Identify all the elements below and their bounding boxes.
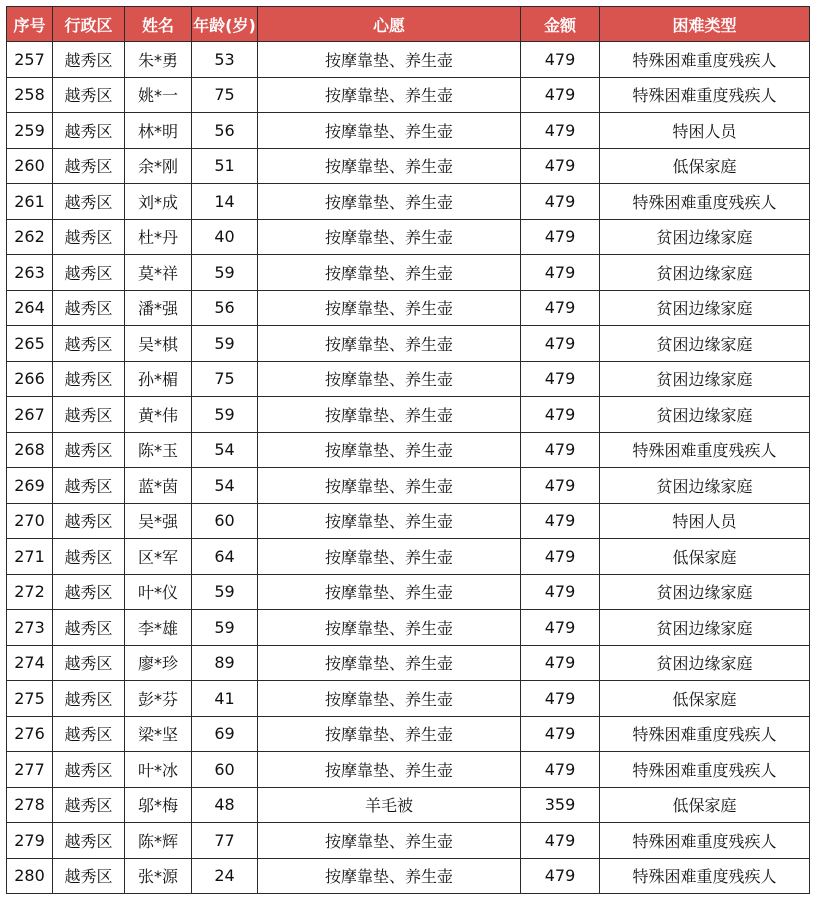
cell-amount: 479 (521, 752, 600, 788)
cell-wish: 按摩靠垫、养生壶 (258, 326, 521, 362)
cell-age: 60 (192, 752, 258, 788)
cell-hardship-type: 贫困边缘家庭 (600, 610, 810, 646)
table-row (7, 858, 810, 894)
table-row (7, 681, 810, 717)
cell-name: 蓝*茵 (125, 468, 192, 504)
cell-index: 258 (7, 77, 53, 113)
table-row (7, 148, 810, 184)
cell-wish: 按摩靠垫、养生壶 (258, 468, 521, 504)
cell-district: 越秀区 (53, 787, 125, 823)
cell-hardship-type: 贫困边缘家庭 (600, 645, 810, 681)
table-row (7, 823, 810, 859)
cell-hardship-type: 特困人员 (600, 503, 810, 539)
table-row (7, 77, 810, 113)
column-header-index: 序号 (7, 7, 53, 42)
cell-index: 271 (7, 539, 53, 575)
cell-district: 越秀区 (53, 610, 125, 646)
cell-hardship-type: 低保家庭 (600, 787, 810, 823)
table-row (7, 787, 810, 823)
table-row (7, 610, 810, 646)
cell-wish: 按摩靠垫、养生壶 (258, 681, 521, 717)
cell-amount: 479 (521, 219, 600, 255)
table-row (7, 42, 810, 78)
cell-age: 64 (192, 539, 258, 575)
cell-district: 越秀区 (53, 113, 125, 149)
cell-amount: 479 (521, 468, 600, 504)
cell-age: 40 (192, 219, 258, 255)
cell-amount: 479 (521, 326, 600, 362)
cell-district: 越秀区 (53, 716, 125, 752)
cell-name: 吴*强 (125, 503, 192, 539)
cell-wish: 按摩靠垫、养生壶 (258, 255, 521, 291)
cell-age: 54 (192, 432, 258, 468)
cell-age: 59 (192, 397, 258, 433)
cell-wish: 按摩靠垫、养生壶 (258, 113, 521, 149)
cell-name: 林*明 (125, 113, 192, 149)
cell-district: 越秀区 (53, 326, 125, 362)
table-row (7, 255, 810, 291)
cell-wish: 按摩靠垫、养生壶 (258, 645, 521, 681)
cell-age: 56 (192, 113, 258, 149)
cell-amount: 479 (521, 397, 600, 433)
table-row (7, 716, 810, 752)
cell-wish: 按摩靠垫、养生壶 (258, 539, 521, 575)
cell-amount: 479 (521, 823, 600, 859)
cell-name: 邬*梅 (125, 787, 192, 823)
table-row (7, 574, 810, 610)
cell-wish: 按摩靠垫、养生壶 (258, 716, 521, 752)
column-header-wish: 心愿 (258, 7, 521, 42)
cell-wish: 按摩靠垫、养生壶 (258, 432, 521, 468)
cell-index: 268 (7, 432, 53, 468)
cell-index: 279 (7, 823, 53, 859)
table-row (7, 539, 810, 575)
cell-amount: 479 (521, 574, 600, 610)
cell-amount: 479 (521, 290, 600, 326)
cell-index: 259 (7, 113, 53, 149)
cell-name: 刘*成 (125, 184, 192, 220)
table-body (7, 42, 810, 894)
cell-hardship-type: 特困人员 (600, 113, 810, 149)
cell-amount: 479 (521, 610, 600, 646)
cell-district: 越秀区 (53, 858, 125, 894)
cell-amount: 479 (521, 645, 600, 681)
cell-amount: 479 (521, 539, 600, 575)
cell-index: 263 (7, 255, 53, 291)
cell-wish: 按摩靠垫、养生壶 (258, 219, 521, 255)
cell-hardship-type: 特殊困难重度残疾人 (600, 77, 810, 113)
cell-index: 260 (7, 148, 53, 184)
cell-index: 269 (7, 468, 53, 504)
cell-name: 梁*坚 (125, 716, 192, 752)
cell-wish: 按摩靠垫、养生壶 (258, 397, 521, 433)
cell-district: 越秀区 (53, 468, 125, 504)
cell-amount: 479 (521, 77, 600, 113)
cell-hardship-type: 低保家庭 (600, 148, 810, 184)
cell-name: 叶*冰 (125, 752, 192, 788)
table-row (7, 468, 810, 504)
cell-wish: 按摩靠垫、养生壶 (258, 610, 521, 646)
cell-district: 越秀区 (53, 503, 125, 539)
cell-hardship-type: 特殊困难重度残疾人 (600, 752, 810, 788)
cell-amount: 479 (521, 716, 600, 752)
cell-hardship-type: 特殊困难重度残疾人 (600, 184, 810, 220)
cell-district: 越秀区 (53, 752, 125, 788)
table-row (7, 326, 810, 362)
table-row (7, 113, 810, 149)
cell-district: 越秀区 (53, 219, 125, 255)
table-row (7, 397, 810, 433)
cell-index: 267 (7, 397, 53, 433)
column-header-district: 行政区 (53, 7, 125, 42)
cell-index: 261 (7, 184, 53, 220)
cell-index: 265 (7, 326, 53, 362)
cell-age: 14 (192, 184, 258, 220)
table-row (7, 361, 810, 397)
cell-hardship-type: 低保家庭 (600, 681, 810, 717)
cell-wish: 按摩靠垫、养生壶 (258, 574, 521, 610)
cell-district: 越秀区 (53, 397, 125, 433)
cell-hardship-type: 贫困边缘家庭 (600, 397, 810, 433)
cell-index: 270 (7, 503, 53, 539)
cell-hardship-type: 贫困边缘家庭 (600, 361, 810, 397)
cell-age: 24 (192, 858, 258, 894)
cell-index: 272 (7, 574, 53, 610)
cell-district: 越秀区 (53, 645, 125, 681)
cell-age: 89 (192, 645, 258, 681)
table-row (7, 503, 810, 539)
cell-age: 54 (192, 468, 258, 504)
cell-hardship-type: 特殊困难重度残疾人 (600, 823, 810, 859)
cell-index: 266 (7, 361, 53, 397)
cell-amount: 479 (521, 858, 600, 894)
column-header-amount: 金额 (521, 7, 600, 42)
table-row (7, 219, 810, 255)
cell-amount: 479 (521, 432, 600, 468)
cell-index: 277 (7, 752, 53, 788)
column-header-name: 姓名 (125, 7, 192, 42)
wish-list-table (6, 6, 810, 894)
cell-wish: 按摩靠垫、养生壶 (258, 858, 521, 894)
cell-hardship-type: 贫困边缘家庭 (600, 326, 810, 362)
cell-age: 75 (192, 77, 258, 113)
cell-name: 杜*丹 (125, 219, 192, 255)
cell-amount: 479 (521, 255, 600, 291)
cell-district: 越秀区 (53, 255, 125, 291)
cell-index: 257 (7, 42, 53, 78)
cell-wish: 按摩靠垫、养生壶 (258, 823, 521, 859)
cell-amount: 479 (521, 503, 600, 539)
cell-index: 275 (7, 681, 53, 717)
cell-hardship-type: 贫困边缘家庭 (600, 574, 810, 610)
table-header (7, 7, 810, 42)
cell-name: 潘*强 (125, 290, 192, 326)
cell-age: 69 (192, 716, 258, 752)
table-row (7, 432, 810, 468)
cell-hardship-type: 贫困边缘家庭 (600, 255, 810, 291)
table-row (7, 290, 810, 326)
wish-list-sheet (6, 6, 809, 894)
cell-district: 越秀区 (53, 432, 125, 468)
cell-name: 陈*玉 (125, 432, 192, 468)
column-header-hardship-type: 困难类型 (600, 7, 810, 42)
cell-name: 莫*祥 (125, 255, 192, 291)
cell-amount: 479 (521, 42, 600, 78)
cell-name: 廖*珍 (125, 645, 192, 681)
cell-age: 41 (192, 681, 258, 717)
cell-age: 77 (192, 823, 258, 859)
cell-age: 53 (192, 42, 258, 78)
cell-district: 越秀区 (53, 681, 125, 717)
cell-amount: 359 (521, 787, 600, 823)
cell-wish: 按摩靠垫、养生壶 (258, 290, 521, 326)
cell-age: 75 (192, 361, 258, 397)
cell-hardship-type: 低保家庭 (600, 539, 810, 575)
cell-age: 59 (192, 326, 258, 362)
cell-name: 陈*辉 (125, 823, 192, 859)
cell-wish: 按摩靠垫、养生壶 (258, 148, 521, 184)
cell-age: 60 (192, 503, 258, 539)
cell-district: 越秀区 (53, 290, 125, 326)
cell-hardship-type: 贫困边缘家庭 (600, 290, 810, 326)
cell-amount: 479 (521, 184, 600, 220)
cell-hardship-type: 贫困边缘家庭 (600, 219, 810, 255)
cell-amount: 479 (521, 361, 600, 397)
cell-index: 276 (7, 716, 53, 752)
cell-name: 孙*楣 (125, 361, 192, 397)
cell-index: 274 (7, 645, 53, 681)
cell-index: 262 (7, 219, 53, 255)
cell-wish: 按摩靠垫、养生壶 (258, 752, 521, 788)
cell-name: 黄*伟 (125, 397, 192, 433)
cell-name: 余*刚 (125, 148, 192, 184)
cell-amount: 479 (521, 148, 600, 184)
cell-name: 彭*芬 (125, 681, 192, 717)
cell-district: 越秀区 (53, 823, 125, 859)
table-row (7, 645, 810, 681)
cell-district: 越秀区 (53, 184, 125, 220)
column-header-age: 年龄(岁) (192, 7, 258, 42)
cell-district: 越秀区 (53, 574, 125, 610)
cell-wish: 按摩靠垫、养生壶 (258, 42, 521, 78)
cell-age: 56 (192, 290, 258, 326)
cell-wish: 按摩靠垫、养生壶 (258, 503, 521, 539)
cell-hardship-type: 特殊困难重度残疾人 (600, 858, 810, 894)
cell-name: 姚*一 (125, 77, 192, 113)
cell-hardship-type: 特殊困难重度残疾人 (600, 432, 810, 468)
cell-age: 48 (192, 787, 258, 823)
cell-age: 51 (192, 148, 258, 184)
cell-district: 越秀区 (53, 77, 125, 113)
cell-amount: 479 (521, 681, 600, 717)
cell-name: 张*源 (125, 858, 192, 894)
cell-index: 264 (7, 290, 53, 326)
cell-index: 280 (7, 858, 53, 894)
cell-index: 278 (7, 787, 53, 823)
table-row (7, 752, 810, 788)
cell-hardship-type: 特殊困难重度残疾人 (600, 42, 810, 78)
cell-district: 越秀区 (53, 539, 125, 575)
cell-district: 越秀区 (53, 361, 125, 397)
cell-name: 朱*勇 (125, 42, 192, 78)
cell-hardship-type: 贫困边缘家庭 (600, 468, 810, 504)
cell-name: 叶*仪 (125, 574, 192, 610)
cell-name: 区*军 (125, 539, 192, 575)
cell-name: 吴*棋 (125, 326, 192, 362)
cell-wish: 按摩靠垫、养生壶 (258, 184, 521, 220)
cell-district: 越秀区 (53, 148, 125, 184)
cell-wish: 羊毛被 (258, 787, 521, 823)
cell-wish: 按摩靠垫、养生壶 (258, 361, 521, 397)
cell-age: 59 (192, 255, 258, 291)
cell-hardship-type: 特殊困难重度残疾人 (600, 716, 810, 752)
header-row (7, 7, 810, 42)
cell-age: 59 (192, 610, 258, 646)
cell-age: 59 (192, 574, 258, 610)
cell-wish: 按摩靠垫、养生壶 (258, 77, 521, 113)
cell-amount: 479 (521, 113, 600, 149)
cell-index: 273 (7, 610, 53, 646)
table-row (7, 184, 810, 220)
cell-district: 越秀区 (53, 42, 125, 78)
cell-name: 李*雄 (125, 610, 192, 646)
